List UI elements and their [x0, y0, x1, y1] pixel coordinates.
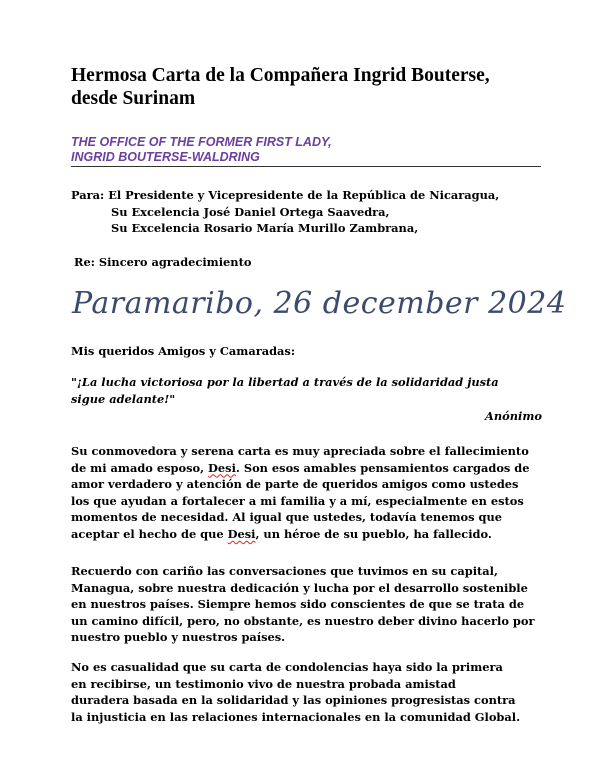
- office-line-2: INGRID BOUTERSE-WALDRING: [71, 150, 260, 164]
- paragraph-1: [71, 443, 557, 543]
- letter-title: [71, 64, 571, 110]
- p1-line-2-start: de mi amado esposo,: [71, 460, 209, 475]
- subject-line: Re: Sincero agradecimiento: [74, 255, 252, 269]
- p3-line-3: duradera basada en la solidaridad y las opiniones progresistas contra: [71, 693, 516, 708]
- paragraph-2: [71, 563, 557, 646]
- name-desi-2: Desi: [227, 526, 256, 541]
- p1-line-4: los que ayudan a fortalecer a mi familia y a mí, especialmente en estos: [71, 493, 524, 508]
- p1-line-1: Su conmovedora y serena carta es muy apreciada sobre el fallecimiento: [71, 444, 529, 458]
- title-line-2: desde Surinam: [71, 88, 196, 109]
- p2-line-4: un camino difícil, pero, no obstante, es nuestro deber divino hacerlo por: [71, 613, 535, 628]
- office-letterhead: [71, 135, 541, 167]
- quote-line-1: "¡La lucha victoriosa por la libertad a través de la solidaridad justa: [71, 375, 499, 389]
- quote-author: Anónimo: [485, 409, 542, 423]
- name-desi: Desi: [208, 460, 236, 475]
- p1-line-6-start: aceptar el hecho de que: [71, 526, 228, 541]
- p2-line-5: nuestro pueblo y nuestros países.: [71, 630, 286, 645]
- p1-line-6-end: , un héroe de su pueblo, ha fallecido.: [255, 526, 492, 541]
- title-line-1: Hermosa Carta de la Compañera Ingrid Bouterse,: [71, 65, 490, 86]
- office-line-1: THE OFFICE OF THE FORMER FIRST LADY,: [71, 135, 332, 149]
- p3-line-4: la injusticia en las relaciones internacionales en la comunidad Global.: [71, 709, 521, 724]
- paragraph-3: [71, 659, 557, 725]
- handwritten-date: Paramaribo, 26 december 2024: [72, 286, 567, 321]
- recipients-line-2: Su Excelencia José Daniel Ortega Saavedra,: [111, 204, 390, 219]
- quote-line-2: sigue adelante!": [71, 391, 176, 406]
- p1-line-2: [71, 460, 557, 477]
- p1-line-5: momentos de necesidad. Al igual que ustedes, todavía tenemos que: [71, 510, 502, 525]
- p1-line-3: amor verdadero y atención de parte de queridos amigos como ustedes: [71, 477, 519, 492]
- p3-line-1: No es casualidad que su carta de condolencias haya sido la primera: [71, 660, 503, 674]
- recipients-line-1: Para: El Presidente y Vicepresidente de la República de Nicaragua,: [71, 188, 500, 202]
- p2-line-3: en nuestros países. Siempre hemos sido conscientes de que se trata de: [71, 597, 525, 612]
- p1-line-6: [71, 526, 557, 543]
- p3-line-2: en recibirse, un testimonio vivo de nuestra probada amistad: [71, 676, 456, 691]
- p1-line-2-end: . Son esos amables pensamientos cargados de: [235, 460, 530, 475]
- recipients-block: [71, 187, 551, 237]
- recipients-line-3: Su Excelencia Rosario María Murillo Zambrana,: [111, 221, 419, 236]
- p2-line-1: Recuerdo con cariño las conversaciones que tuvimos en su capital,: [71, 564, 498, 578]
- quote-block: [71, 374, 551, 407]
- salutation: Mis queridos Amigos y Camaradas:: [71, 344, 296, 358]
- p2-line-2: Managua, sobre nuestra dedicación y lucha por el desarrollo sostenible: [71, 580, 528, 595]
